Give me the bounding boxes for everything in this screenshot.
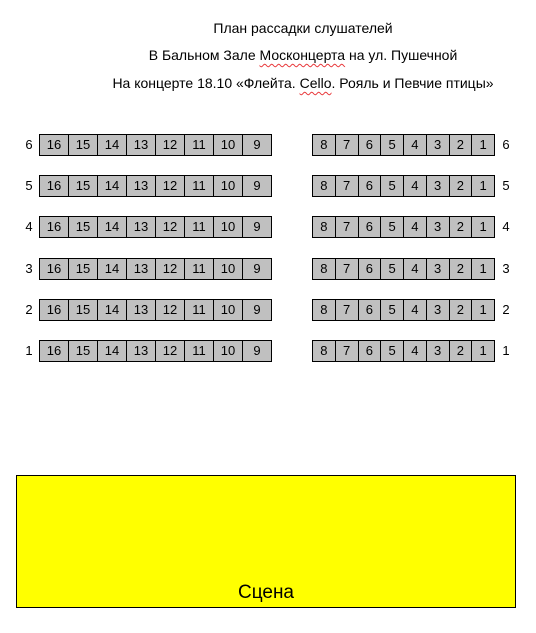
seat-block-left [39, 175, 272, 197]
row-label-left: 3 [25, 261, 33, 276]
seat[interactable]: 16 [40, 134, 69, 156]
seat[interactable]: 15 [69, 216, 98, 238]
seat[interactable]: 2 [450, 216, 473, 238]
seat[interactable]: 1 [472, 299, 495, 321]
seat[interactable]: 16 [40, 216, 69, 238]
seat[interactable]: 1 [472, 134, 495, 156]
seat[interactable]: 14 [98, 340, 127, 362]
seat[interactable]: 12 [156, 175, 185, 197]
concert-line [35, 74, 536, 92]
seat[interactable]: 9 [243, 175, 272, 197]
seat[interactable]: 6 [359, 175, 382, 197]
seat[interactable]: 7 [336, 340, 359, 362]
seat-block-right [312, 258, 495, 280]
seat[interactable]: 6 [359, 258, 382, 280]
seat[interactable]: 9 [243, 258, 272, 280]
seat[interactable]: 9 [243, 340, 272, 362]
seat[interactable]: 2 [450, 299, 473, 321]
seat[interactable]: 10 [214, 258, 243, 280]
seat[interactable]: 5 [381, 175, 404, 197]
seat-block-right [312, 175, 495, 197]
seat[interactable]: 3 [427, 340, 450, 362]
seat[interactable]: 5 [381, 258, 404, 280]
seat[interactable]: 1 [472, 258, 495, 280]
seat[interactable]: 4 [404, 340, 427, 362]
stage [16, 475, 516, 608]
seat[interactable]: 1 [472, 175, 495, 197]
seat[interactable]: 10 [214, 175, 243, 197]
seat[interactable]: 6 [359, 216, 382, 238]
seat[interactable]: 3 [427, 299, 450, 321]
seat[interactable]: 3 [427, 175, 450, 197]
seat[interactable]: 10 [214, 340, 243, 362]
seat[interactable]: 10 [214, 299, 243, 321]
concert-word: Cello [299, 75, 332, 91]
seat[interactable]: 8 [313, 299, 336, 321]
seat[interactable]: 6 [359, 134, 382, 156]
seat[interactable]: 7 [336, 258, 359, 280]
seat[interactable]: 9 [243, 299, 272, 321]
seat[interactable]: 13 [127, 175, 156, 197]
seat[interactable]: 13 [127, 299, 156, 321]
seat[interactable]: 4 [404, 175, 427, 197]
seat[interactable]: 3 [427, 258, 450, 280]
concert-suffix: . Рояль и Певчие птицы» [331, 75, 494, 91]
seat[interactable]: 2 [450, 340, 473, 362]
stage-label: Сцена [237, 582, 295, 603]
seat[interactable]: 2 [450, 175, 473, 197]
seat-block-right [312, 340, 495, 362]
row-label-right: 2 [502, 302, 510, 317]
seat[interactable]: 14 [98, 175, 127, 197]
seat[interactable]: 10 [214, 134, 243, 156]
seat[interactable]: 13 [127, 134, 156, 156]
seat[interactable]: 10 [214, 216, 243, 238]
seat-block-right [312, 299, 495, 321]
seat[interactable]: 14 [98, 216, 127, 238]
seat[interactable]: 5 [381, 299, 404, 321]
seat[interactable]: 11 [185, 340, 214, 362]
seat[interactable]: 12 [156, 258, 185, 280]
seat[interactable]: 6 [359, 340, 382, 362]
seat[interactable]: 13 [127, 216, 156, 238]
venue-suffix: на ул. Пушечной [345, 47, 458, 63]
seat[interactable]: 1 [472, 340, 495, 362]
seat[interactable]: 8 [313, 258, 336, 280]
seat[interactable]: 16 [40, 175, 69, 197]
seat[interactable]: 16 [40, 340, 69, 362]
seat[interactable]: 15 [69, 258, 98, 280]
seat[interactable]: 4 [404, 258, 427, 280]
row-label-left: 4 [25, 219, 33, 234]
seat[interactable]: 6 [359, 299, 382, 321]
seat[interactable]: 9 [243, 216, 272, 238]
venue-line [35, 46, 536, 64]
seat[interactable]: 8 [313, 340, 336, 362]
row-label-right: 5 [502, 178, 510, 193]
seat[interactable]: 5 [381, 340, 404, 362]
seat[interactable]: 11 [185, 299, 214, 321]
row-label-right: 4 [502, 219, 510, 234]
seat[interactable]: 8 [313, 134, 336, 156]
row-label-left: 1 [25, 343, 33, 358]
seat[interactable]: 12 [156, 216, 185, 238]
seat[interactable]: 14 [98, 134, 127, 156]
seat[interactable]: 2 [450, 258, 473, 280]
row-label-left: 2 [25, 302, 33, 317]
seat[interactable]: 12 [156, 134, 185, 156]
seat[interactable]: 15 [69, 340, 98, 362]
venue-org: Москонцерта [259, 47, 346, 63]
seat[interactable]: 11 [185, 134, 214, 156]
seat-block-right [312, 216, 495, 238]
seat[interactable]: 4 [404, 299, 427, 321]
seat-block-left [39, 258, 272, 280]
seat[interactable]: 3 [427, 134, 450, 156]
seat-block-right [312, 134, 495, 156]
concert-prefix: На концерте 18.10 «Флейта. [112, 75, 300, 91]
seat[interactable]: 7 [336, 175, 359, 197]
seat-block-left [39, 216, 272, 238]
row-label-right: 1 [502, 343, 510, 358]
seat-block-left [39, 299, 272, 321]
seat-block-left [39, 134, 272, 156]
seat[interactable]: 4 [404, 134, 427, 156]
seat[interactable]: 14 [98, 299, 127, 321]
seat[interactable]: 11 [185, 258, 214, 280]
seat[interactable]: 11 [185, 216, 214, 238]
seat[interactable]: 7 [336, 216, 359, 238]
seat[interactable]: 8 [313, 216, 336, 238]
seat[interactable]: 16 [40, 258, 69, 280]
page-title [35, 19, 536, 37]
row-label-left: 5 [25, 178, 33, 193]
seat[interactable]: 5 [381, 216, 404, 238]
row-label-right: 6 [502, 137, 510, 152]
seat[interactable]: 13 [127, 340, 156, 362]
seat[interactable]: 1 [472, 216, 495, 238]
seat[interactable]: 16 [40, 299, 69, 321]
seat[interactable]: 8 [313, 175, 336, 197]
seat[interactable]: 15 [69, 299, 98, 321]
row-label-right: 3 [502, 261, 510, 276]
seat[interactable]: 7 [336, 134, 359, 156]
seat[interactable]: 12 [156, 299, 185, 321]
seat[interactable]: 14 [98, 258, 127, 280]
seat[interactable]: 13 [127, 258, 156, 280]
seat[interactable]: 12 [156, 340, 185, 362]
seat-block-left [39, 340, 272, 362]
seat[interactable]: 15 [69, 134, 98, 156]
seat[interactable]: 7 [336, 299, 359, 321]
title-text: План рассадки слушателей [213, 20, 393, 36]
seat[interactable]: 15 [69, 175, 98, 197]
seat[interactable]: 11 [185, 175, 214, 197]
venue-prefix: В Бальном Зале [148, 47, 260, 63]
seat[interactable]: 5 [381, 134, 404, 156]
seat[interactable]: 3 [427, 216, 450, 238]
seat[interactable]: 2 [450, 134, 473, 156]
seat[interactable]: 9 [243, 134, 272, 156]
seat[interactable]: 4 [404, 216, 427, 238]
row-label-left: 6 [25, 137, 33, 152]
